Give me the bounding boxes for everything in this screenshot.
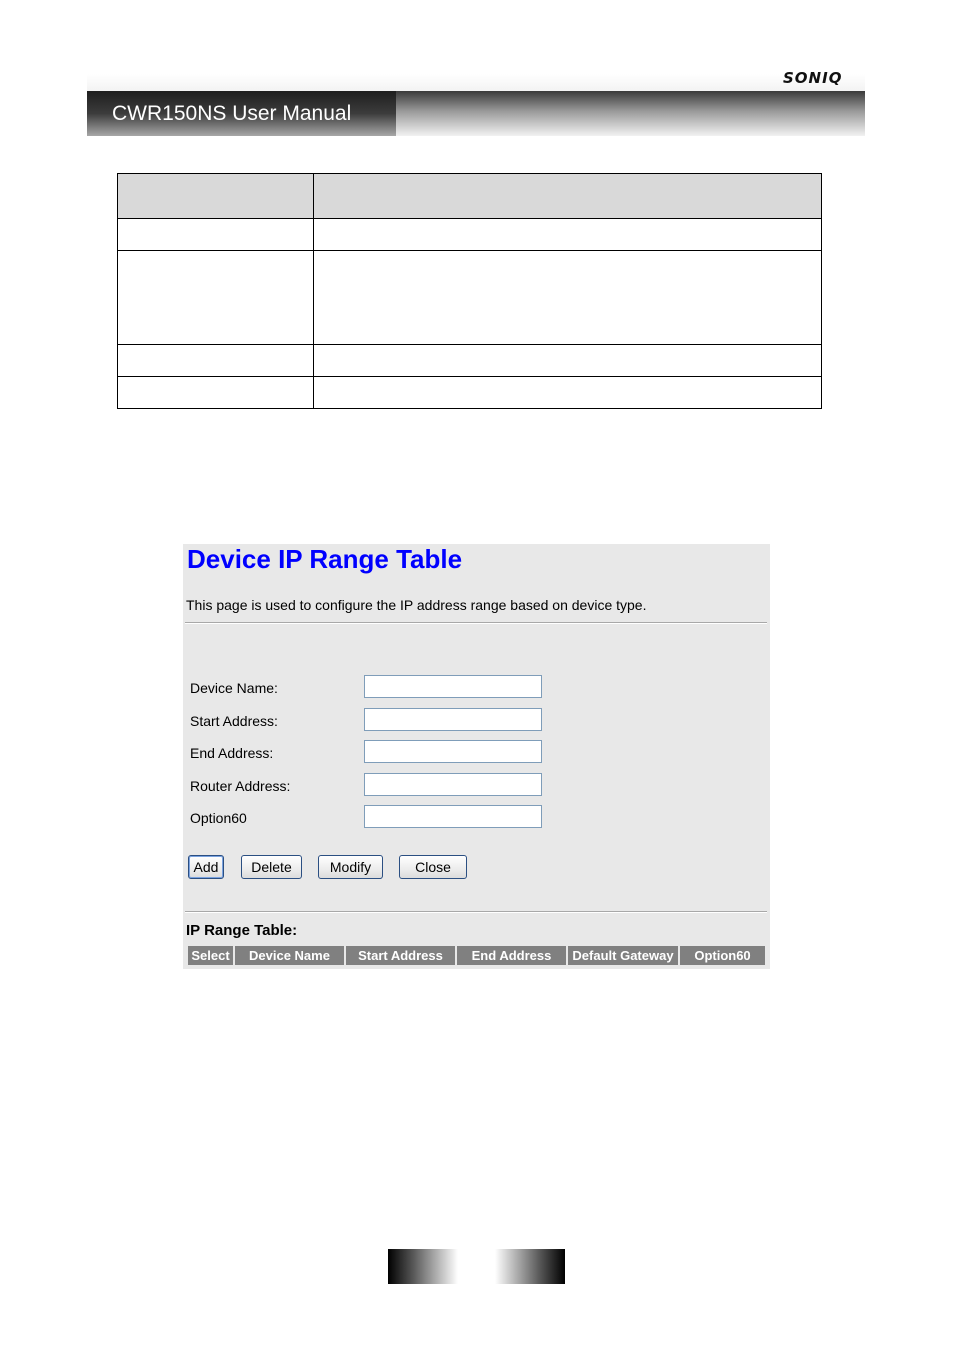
- column-header-option60: Option60: [680, 946, 765, 965]
- footer-gradient-left: [388, 1249, 458, 1284]
- device-name-label: Device Name:: [190, 680, 278, 696]
- column-header-default-gateway: Default Gateway: [568, 946, 678, 965]
- start-address-input[interactable]: [364, 708, 542, 731]
- end-address-label: End Address:: [190, 745, 274, 761]
- table-cell: [118, 345, 314, 377]
- table-row: [118, 345, 822, 377]
- table-cell: [118, 377, 314, 409]
- table-cell: [118, 219, 314, 251]
- column-header-start-address: Start Address: [346, 946, 455, 965]
- page-title: Device IP Range Table: [187, 544, 463, 574]
- table-cell: [314, 251, 822, 345]
- device-ip-range-panel: [183, 544, 770, 969]
- table-cell: [314, 345, 822, 377]
- device-name-input[interactable]: [364, 675, 542, 698]
- description-table: [117, 173, 822, 409]
- page-description: This page is used to configure the IP address range based on device type.: [186, 597, 647, 613]
- table-cell: [314, 174, 822, 219]
- router-address-input[interactable]: [364, 773, 542, 796]
- table-row: [118, 219, 822, 251]
- table-cell: [314, 219, 822, 251]
- end-address-input[interactable]: [364, 740, 542, 763]
- ip-range-table-title: IP Range Table:: [186, 922, 298, 939]
- footer-gradient-right: [495, 1249, 565, 1284]
- table-row: [118, 251, 822, 345]
- table-cell: [118, 251, 314, 345]
- router-address-label: Router Address:: [190, 778, 291, 794]
- modify-button[interactable]: Modify: [318, 855, 383, 879]
- option60-label: Option60: [190, 810, 247, 826]
- close-button[interactable]: Close: [399, 855, 467, 879]
- delete-button[interactable]: Delete: [241, 855, 302, 879]
- column-header-end-address: End Address: [457, 946, 566, 965]
- table-cell: [118, 174, 314, 219]
- manual-title: CWR150NS User Manual: [112, 102, 352, 125]
- divider: [185, 622, 767, 624]
- start-address-label: Start Address:: [190, 713, 278, 729]
- column-header-select: Select: [188, 946, 233, 965]
- column-header-device-name: Device Name: [235, 946, 344, 965]
- table-cell: [314, 377, 822, 409]
- header-fade: [87, 74, 865, 91]
- table-row: [118, 377, 822, 409]
- divider: [185, 911, 767, 913]
- brand-logo: SONIQ: [783, 69, 843, 87]
- add-button[interactable]: Add: [188, 855, 224, 879]
- option60-input[interactable]: [364, 805, 542, 828]
- table-header-row: [118, 174, 822, 219]
